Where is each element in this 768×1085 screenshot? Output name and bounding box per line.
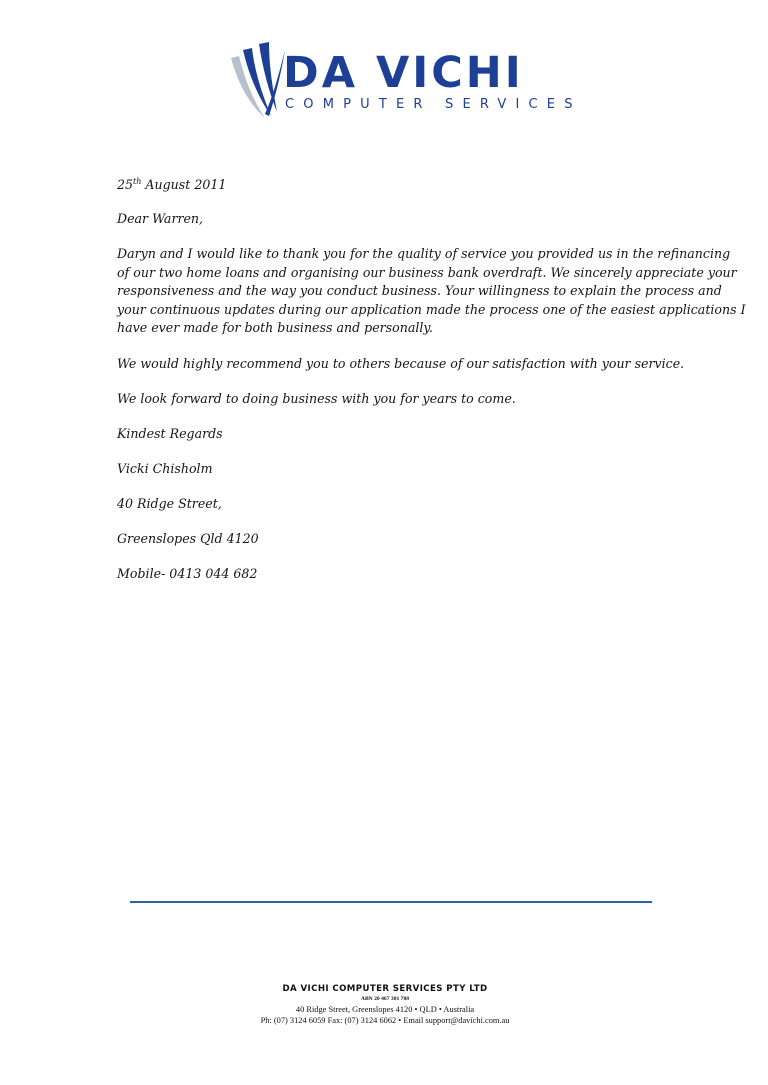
date-suffix: th — [133, 176, 142, 186]
footer-address: 40 Ridge Street, Greenslopes 4120 • QLD • Australia — [295, 1005, 475, 1014]
footer-contact: Ph: (07) 3124 6059 Fax: (07) 3124 6062 • Email support@davichi.com.au — [260, 1016, 510, 1025]
signer-name: Vicki Chisholm — [117, 460, 213, 476]
paragraph-line: Daryn and I would like to thank you for the quality of service you provided us in the refinancing — [117, 246, 731, 261]
logo-subtitle: COMPUTER SERVICES — [285, 97, 582, 112]
closing: Kindest Regards — [117, 425, 223, 441]
footer-abn: ABN 20 467 301 788 — [360, 996, 410, 1002]
letterhead-logo — [225, 40, 582, 120]
address-street: 40 Ridge Street, — [117, 495, 222, 511]
date-day: 25 — [117, 177, 134, 192]
footer-company: DA VICHI COMPUTER SERVICES PTY LTD — [282, 984, 488, 994]
paragraph-line: of our two home loans and organising our business bank overdraft. We sincerely appreciate your — [117, 264, 737, 280]
swoosh-logo-icon — [225, 40, 287, 120]
letter-date — [117, 176, 657, 194]
paragraph-thanks — [117, 245, 746, 338]
address-suburb: Greenslopes Qld 4120 — [117, 530, 259, 546]
mobile-number: Mobile- 0413 044 682 — [117, 565, 258, 581]
footer — [200, 983, 570, 1026]
letter-body — [117, 176, 746, 600]
salutation: Dear Warren, — [117, 211, 204, 226]
paragraph-line: your continuous updates during our application made the process one of the easiest applications I — [117, 301, 746, 317]
paragraph-line: have ever made for both business and personally. — [117, 320, 433, 335]
footer-divider — [130, 901, 652, 903]
date-month-year: August 2011 — [141, 177, 227, 192]
paragraph-recommend: We would highly recommend you to others because of our satisfaction with your service. — [117, 355, 685, 371]
logo-name: DA VICHI — [283, 48, 524, 98]
paragraph-look-forward: We look forward to doing business with you for years to come. — [117, 390, 516, 406]
paragraph-line: responsiveness and the way you conduct business. Your willingness to explain the process and — [117, 283, 722, 298]
